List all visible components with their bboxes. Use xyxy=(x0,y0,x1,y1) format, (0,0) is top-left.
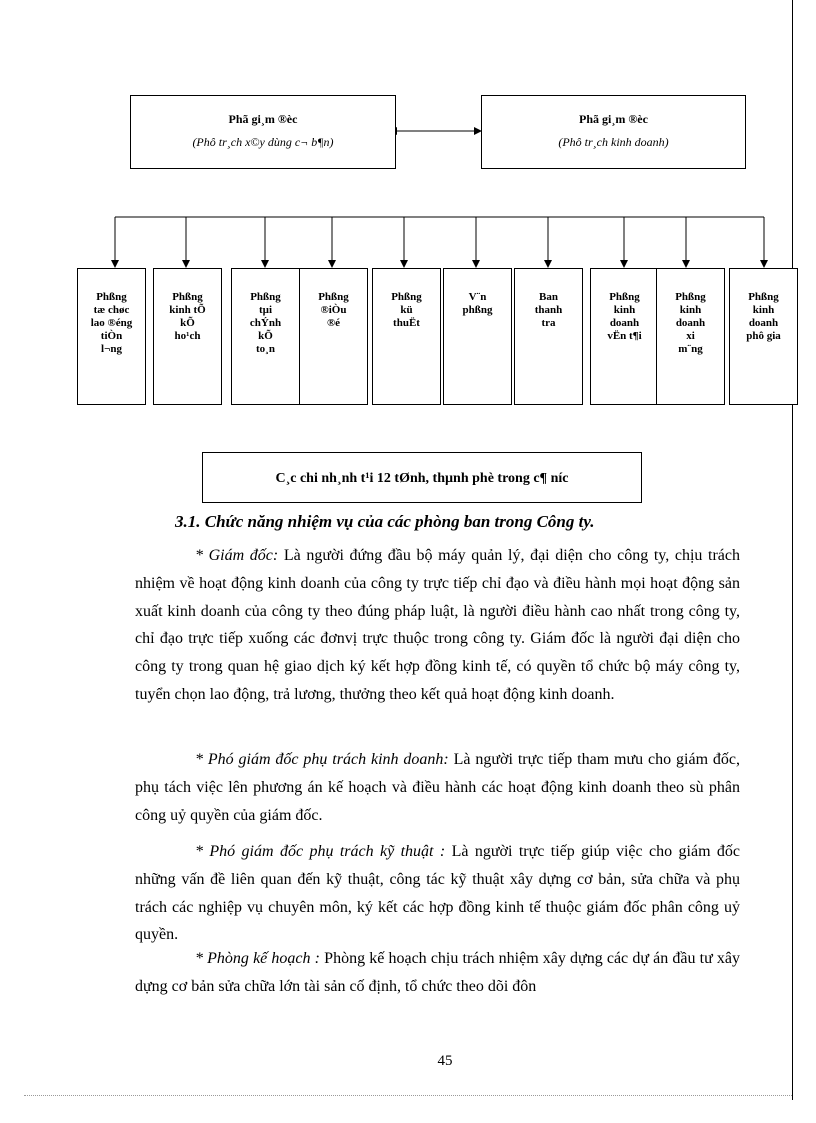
dept-box-8 xyxy=(590,268,659,405)
vice-director-subtitle: (Phô tr¸ch kinh doanh) xyxy=(558,135,669,149)
dept-label-line: chÝnh xyxy=(249,317,282,329)
paragraph-label: * Phó giám đốc phụ trách kỹ thuật : xyxy=(195,843,446,860)
dept-label-line: thuËt xyxy=(393,317,420,329)
dept-label-line: phô gia xyxy=(746,330,781,342)
dept-label-line: Phßng xyxy=(250,291,281,303)
dept-box-1 xyxy=(77,268,146,405)
dept-box-3 xyxy=(231,268,300,405)
dept-label-line: tµi xyxy=(258,304,273,316)
dept-label-line: Phßng xyxy=(609,291,640,303)
dept-box-6 xyxy=(443,268,512,405)
dept-label-line: tiÒn xyxy=(100,330,123,342)
paragraph-planning xyxy=(135,945,740,1001)
dept-label-line: thanh xyxy=(534,304,563,316)
dept-label-line: kÕ xyxy=(180,317,195,329)
paragraph-vice-technical xyxy=(135,838,740,949)
dept-label-line: Phßng xyxy=(172,291,203,303)
dept-label-line: Phßng xyxy=(96,291,127,303)
dept-label-line: Ban xyxy=(539,291,558,303)
vice-director-business-box xyxy=(481,95,746,169)
dept-label-line: doanh xyxy=(609,317,640,329)
paragraph-label: * Giám đốc: xyxy=(195,547,279,564)
vice-director-title: Phã gi¸m ®èc xyxy=(579,112,648,126)
paragraph-text: Là người đứng đầu bộ máy quản lý, đại diện cho công ty, chịu trách nhiệm về hoạt động kinh doanh của công ty trực tiếp chỉ đạo và điều hành mọi hoạt động sản xuất kinh doanh của công ty theo đúng pháp luật, là người điều hành cao nhất trong công ty, chỉ đạo trực tiếp xuống các đơnvị trực thuộc trong công ty. Giám đốc là người đại diện cho công ty trong quan hệ giao dịch ký kết hợp đồng kinh tế, có quyền tổ chức bộ máy công ty, tuyển chọn lao động, trả lương, thưởng theo kết quả hoạt động kinh doanh. xyxy=(135,547,741,703)
dept-label-line: m¨ng xyxy=(678,343,703,355)
dept-label-line: xi xyxy=(686,330,695,342)
dept-label-line: V¨n xyxy=(468,291,487,303)
dept-label-line: doanh xyxy=(675,317,706,329)
dept-label-line: Phßng xyxy=(391,291,422,303)
dept-label-line: Phßng xyxy=(675,291,706,303)
page-border-bottom xyxy=(24,1095,792,1096)
dept-label-line: lao ®éng xyxy=(90,317,133,329)
dept-label-line: Phßng xyxy=(318,291,349,303)
dept-label-line: kÕ xyxy=(258,330,273,342)
dept-box-2 xyxy=(153,268,222,405)
dept-label-line: vËn t¶i xyxy=(607,330,642,342)
dept-label-line: ®é xyxy=(326,317,341,329)
dept-box-4 xyxy=(299,268,368,405)
paragraph-text: Là người trực tiếp giúp việc cho giám đốc những vấn đề liên quan đến kỹ thuật, công tác kỹ thuật xây dựng cơ bản, sửa chữa và phụ trách các nghiệp vụ chuyên môn, ký kết các hợp đồng kinh tế thuộc giám đốc phân công uỷ quyền. xyxy=(135,843,740,944)
dept-label-line: kü xyxy=(400,304,413,316)
dept-label-line: ho¹ch xyxy=(174,330,201,342)
vice-director-construction-box xyxy=(130,95,396,169)
dept-box-9 xyxy=(656,268,725,405)
section-heading: 3.1. Chức năng nhiệm vụ của các phòng ban trong Công ty. xyxy=(175,512,595,531)
paragraph-director xyxy=(135,542,740,709)
page-number: 45 xyxy=(437,1053,453,1069)
paragraph-text: Là người trực tiếp tham mưu cho giám đốc, phụ tách việc lên phương án kế hoạch và điều hành các hoạt động kinh doanh theo sù phân công uỷ quyền của giám đốc. xyxy=(135,751,741,824)
dept-box-10 xyxy=(729,268,798,405)
dept-label-line: kinh xyxy=(679,304,702,316)
dept-label-line: l¬ng xyxy=(101,343,122,355)
dept-label-line: kinh xyxy=(752,304,775,316)
paragraph-vice-business xyxy=(135,746,740,829)
dept-label-line: to¸n xyxy=(256,343,275,355)
dept-box-5 xyxy=(372,268,441,405)
dept-label-line: doanh xyxy=(748,317,779,329)
dept-label-line: ®iÒu xyxy=(320,304,347,316)
dept-label-line: phßng xyxy=(462,304,493,316)
dept-box-7 xyxy=(514,268,583,405)
dept-label-line: kinh xyxy=(613,304,636,316)
dept-label-line: kinh tÕ xyxy=(169,304,206,316)
paragraph-label: * Phòng kế hoạch : xyxy=(195,950,321,967)
vice-director-subtitle: (Phô tr¸ch x©y dùng c¬ b¶n) xyxy=(192,135,334,149)
branches-box: C¸c chi nh¸nh t¹i 12 tØnh, thµnh phè trong c¶ níc xyxy=(202,452,642,503)
dept-label-line: Phßng xyxy=(748,291,779,303)
paragraph-label: * Phó giám đốc phụ trách kinh doanh: xyxy=(195,751,449,768)
paragraph-text: Phòng kế hoạch chịu trách nhiệm xây dựng các dự án đầu tư xây dựng cơ bản sửa chữa lớn tài sản cố định, tổ chức theo dõi đôn xyxy=(135,950,741,995)
dept-label-line: tæ chøc xyxy=(93,304,130,316)
vice-director-title: Phã gi¸m ®èc xyxy=(228,112,298,126)
dept-label-line: tra xyxy=(541,317,556,329)
